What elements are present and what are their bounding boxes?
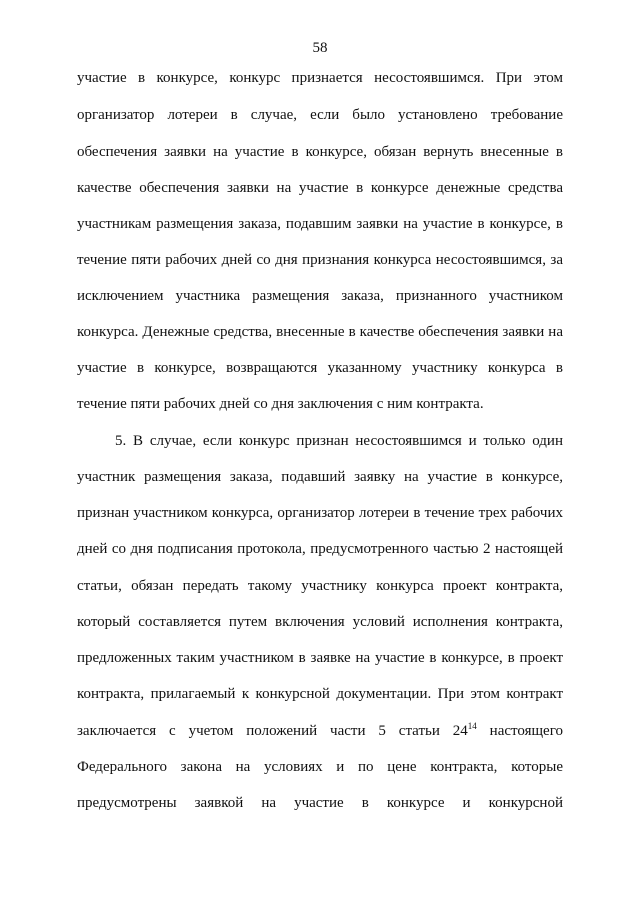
text-line: участник размещения заказа, подавший заявку на участие в конкурсе, bbox=[77, 469, 563, 485]
page-number: 58 bbox=[312, 40, 328, 56]
text-line: организатор лотереи в случае, если было установлено требование bbox=[77, 107, 563, 123]
text-line: предложенных таким участником в заявке на участие в конкурсе, в проект bbox=[77, 650, 563, 666]
text-segment: настоящего bbox=[476, 723, 563, 739]
text-line: конкурса. Денежные средства, внесенные в качестве обеспечения заявки на bbox=[77, 324, 563, 340]
text-line: обеспечения заявки на участие в конкурсе, обязан вернуть внесенные в bbox=[77, 144, 563, 160]
text-line: который составляется путем включения условий исполнения контракта, bbox=[77, 614, 563, 630]
text-line: течение пяти рабочих дней со дня признания конкурса несостоявшимся, за bbox=[77, 252, 563, 268]
text-line: течение пяти рабочих дней со дня заключения с ним контракта. bbox=[77, 396, 484, 412]
text-line: предусмотрены заявкой на участие в конкурсе и конкурсной bbox=[77, 795, 563, 811]
text-line: Федерального закона на условиях и по цене контракта, которые bbox=[77, 759, 563, 775]
text-line: участие в конкурсе, конкурс признается несостоявшимся. При этом bbox=[77, 70, 563, 86]
superscript: 14 bbox=[467, 721, 477, 731]
text-line: статьи, обязан передать такому участнику конкурса проект контракта, bbox=[77, 578, 563, 594]
text-line: качестве обеспечения заявки на участие в конкурсе денежные средства bbox=[77, 180, 563, 196]
text-line-with-superscript bbox=[77, 721, 563, 741]
text-line: исключением участника размещения заказа, признанного участником bbox=[77, 288, 563, 304]
text-line: дней со дня подписания протокола, предусмотренного частью 2 настоящей bbox=[77, 541, 563, 557]
text-line: участникам размещения заказа, подавшим заявки на участие в конкурсе, в bbox=[77, 216, 563, 232]
text-line: признан участником конкурса, организатор лотереи в течение трех рабочих bbox=[77, 505, 563, 521]
text-line: участие в конкурсе, возвращаются указанному участнику конкурса в bbox=[77, 360, 563, 376]
text-line: контракта, прилагаемый к конкурсной документации. При этом контракт bbox=[77, 686, 563, 702]
text-segment: заключается с учетом положений части 5 статьи 24 bbox=[77, 723, 468, 739]
paragraph-5-first-line: 5. В случае, если конкурс признан несостоявшимся и только один bbox=[115, 433, 563, 449]
